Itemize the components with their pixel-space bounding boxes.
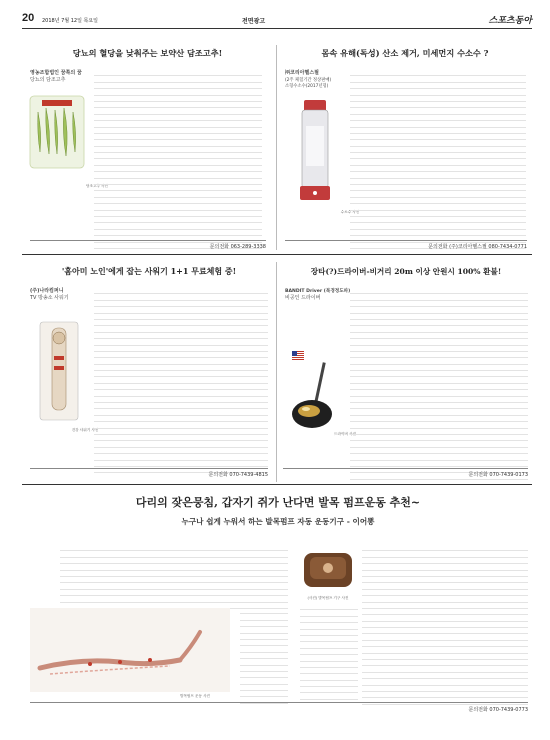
ad2-body-text	[350, 70, 526, 235]
ad1-product-image	[28, 92, 86, 172]
ad4-product-image	[288, 360, 344, 432]
feature-body-text-right2	[300, 604, 358, 694]
ad2-contact: 문의전화 (주)코리아헬스필 080-7434-0771	[428, 244, 527, 250]
section-rule-2	[22, 484, 532, 485]
flag-icon	[292, 345, 304, 354]
feature-body-text-mid	[240, 608, 288, 698]
ad1-product: 당뇨의 담조고추	[30, 77, 66, 83]
feature-contact: 문의전화 070-7439-0773	[468, 707, 528, 713]
ad3-title: '홈아미 노인'에게 잡는 사워기 1+1 무료체험 중!	[61, 266, 237, 276]
ad3-product-image	[34, 316, 84, 426]
ad2-title: 몸속 유해(독성) 산소 제거, 미세먼지 수소수 ?	[321, 48, 489, 58]
feature-image-right	[300, 545, 356, 593]
issue-date: 2018년 7월 12일 목요일	[42, 18, 99, 24]
ad4-caption: 드라이버 사진	[334, 432, 356, 436]
ad4-product: 비공인 드라이버	[285, 295, 321, 301]
ad2-caption: 수소수 사진	[340, 210, 360, 214]
ad1-title: 당뇨의 혈당을 낮춰주는 보약산 담조고추!	[72, 48, 223, 58]
ad3-caption: 건강 샤워기 사진	[71, 428, 99, 432]
feature-body-text-top	[60, 545, 288, 605]
ad3-body-text	[94, 288, 268, 448]
ad3-contact: 문의전화 070-7439-4815	[208, 472, 268, 478]
feature-rule	[30, 702, 528, 703]
ad1-contact: 문의전화 063-289-3338	[209, 244, 266, 250]
newspaper-logo: 스포츠동아	[488, 15, 532, 25]
section-rule	[22, 254, 532, 255]
section-label: 전면광고	[242, 18, 266, 25]
page-number: 20	[22, 12, 35, 24]
ad4-body-text	[350, 288, 528, 456]
feature-caption-right: (사진) 발목펌프 기구 사진	[307, 596, 349, 600]
ad1-caption: 당조고추 사진	[86, 184, 108, 188]
page-header	[22, 8, 532, 29]
ad1-rule	[30, 240, 266, 241]
ad4-rule	[283, 468, 528, 469]
ad2-rule	[285, 240, 527, 241]
feature-headline: 다리의 잦은뭉침, 갑자기 쥐가 난다면 발목 펌프운동 추천~	[135, 496, 421, 509]
ad1-body-text	[94, 70, 262, 230]
ad2-brand: ㈜코리아헬스필	[285, 70, 319, 76]
ad4-title: 장타(?)드라이버-비거리 20m 이상 안원시 100% 환불!	[310, 267, 502, 276]
ad3-rule	[30, 468, 268, 469]
column-divider-2	[276, 262, 277, 482]
ad3-brand: (주)나라컴퍼니	[30, 288, 64, 294]
feature-subhead: 누구나 쉽게 누워서 하는 발목펌프 자동 운동기구 - 이어뽕	[181, 517, 375, 526]
feature-caption-left: 발목펌프 운동 사진	[179, 694, 211, 698]
feature-image-left	[30, 608, 230, 692]
column-divider	[276, 45, 277, 250]
ad1-brand: 영농조합법인 꿈쪽의 꿈	[30, 70, 82, 76]
ad3-product: TV 방송소 사워기	[30, 295, 69, 301]
ad2-product-line2: 소형수소수(2017년형)	[285, 84, 329, 89]
ad4-contact: 문의전화 070-7439-0173	[468, 472, 528, 478]
ad2-product-line1: (2주 체험기간 정상판매)	[285, 78, 332, 83]
ad4-brand: BANDIT Driver (북경정도파)	[285, 289, 351, 294]
ad2-product-image	[290, 96, 340, 206]
feature-body-text-right	[362, 545, 528, 693]
